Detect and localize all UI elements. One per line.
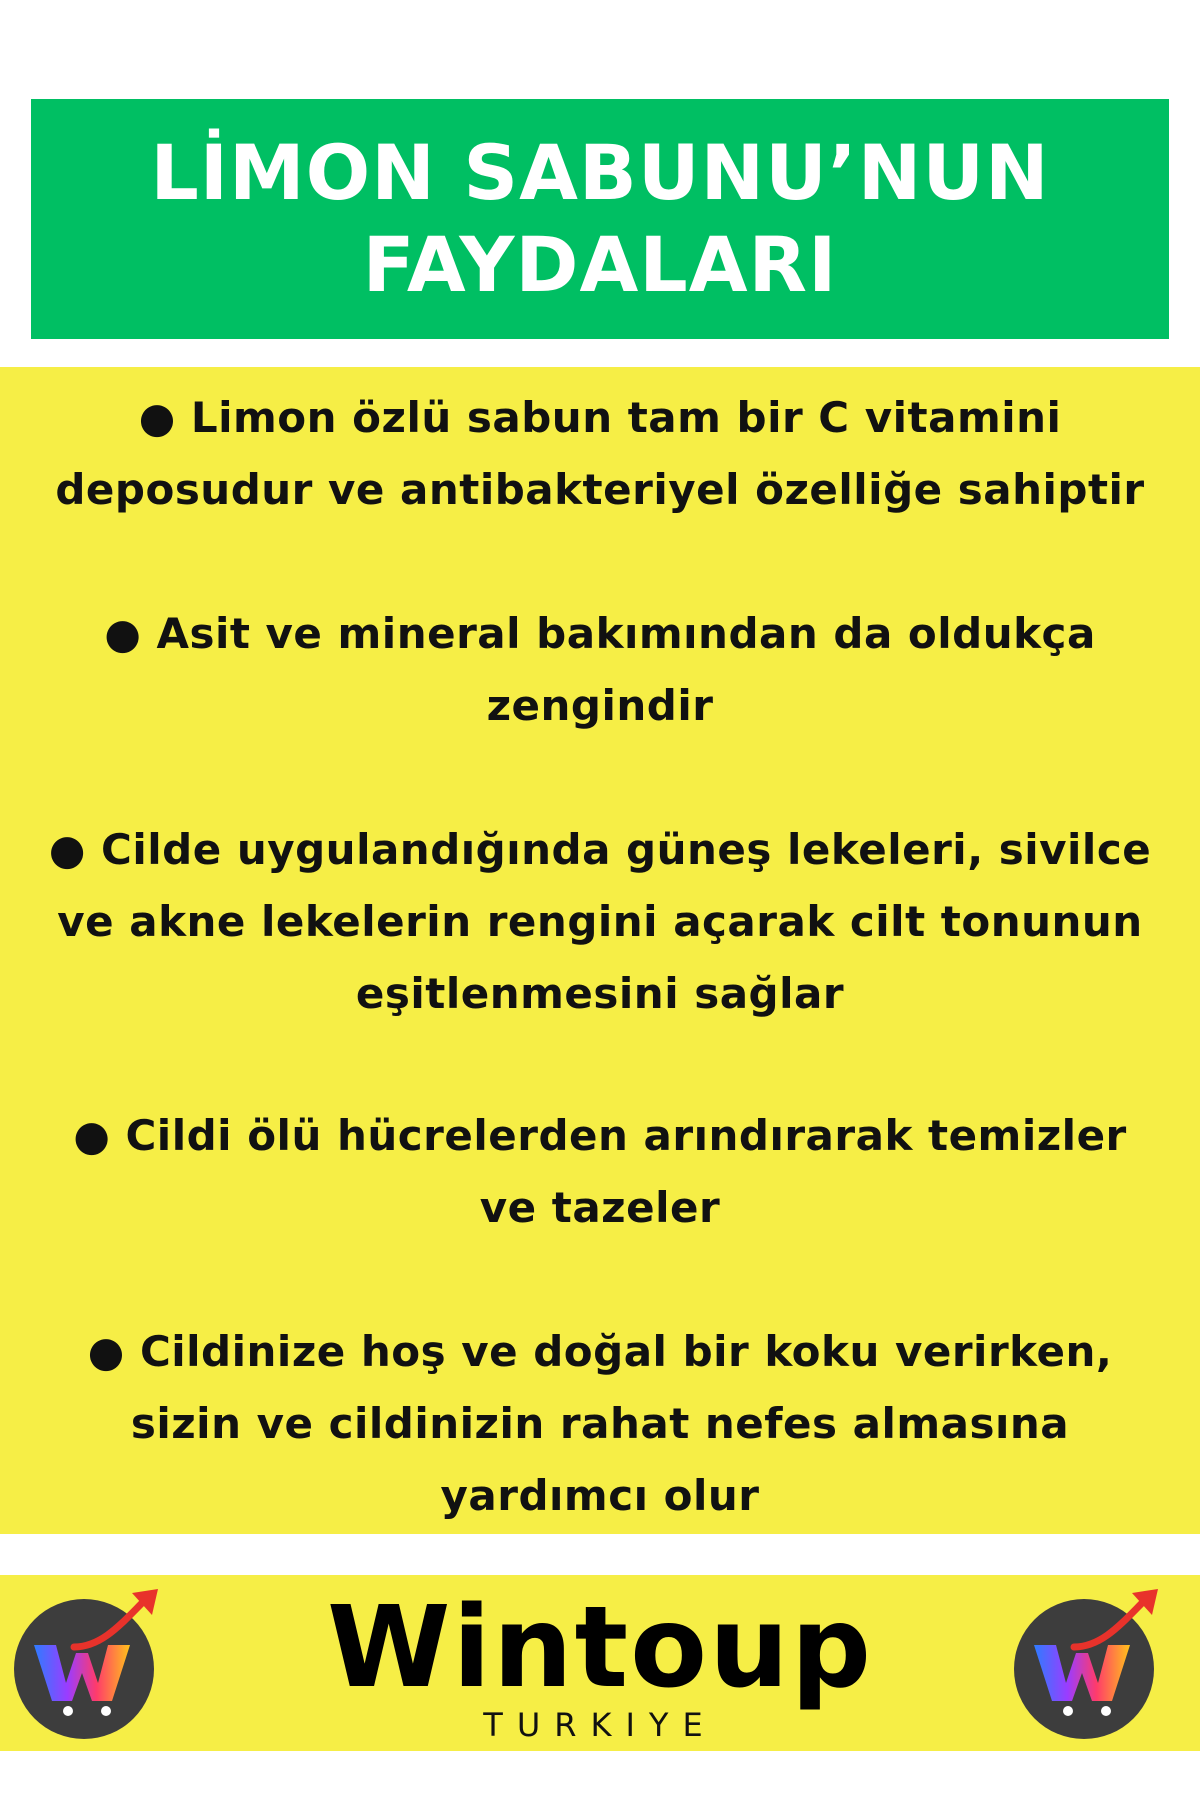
benefit-line: ● Asit ve mineral bakımından da oldukça — [104, 609, 1096, 658]
benefit-line: ● Cilde uygulandığında güneş lekeleri, sivilce — [48, 825, 1152, 874]
title-line-1: LİMON SABUNU’NUN — [150, 128, 1050, 217]
wintoup-logo-icon — [1012, 1583, 1170, 1741]
benefit-item — [0, 382, 1200, 526]
brand-subtitle: TURKIYE — [483, 1706, 717, 1744]
benefit-line: sizin ve cildinizin rahat nefes almasına — [130, 1399, 1070, 1448]
title-banner — [31, 99, 1169, 339]
title-line-2: FAYDALARI — [362, 220, 838, 309]
benefit-line: yardımcı olur — [440, 1471, 760, 1520]
benefit-line: ● Cildinize hoş ve doğal bir koku verirken, — [87, 1327, 1113, 1376]
benefit-line: ve tazeler — [479, 1183, 721, 1232]
benefit-line: zengindir — [486, 681, 714, 730]
benefit-line: ● Limon özlü sabun tam bir C vitamini — [138, 393, 1062, 442]
benefit-item — [0, 814, 1200, 1030]
benefit-line: deposudur ve antibakteriyel özelliğe sahiptir — [55, 465, 1145, 514]
benefit-line: eşitlenmesini sağlar — [355, 969, 845, 1018]
benefit-line: ve akne lekelerin rengini açarak cilt tonunun — [57, 897, 1143, 946]
benefit-item — [0, 1100, 1200, 1244]
footer-brand-bar — [0, 1575, 1200, 1751]
benefits-panel — [0, 367, 1200, 1534]
brand-name: Wintoup — [326, 1583, 874, 1713]
benefit-item — [0, 1316, 1200, 1532]
benefit-line: ● Cildi ölü hücrelerden arındırarak temizler — [73, 1111, 1127, 1160]
benefit-item — [0, 598, 1200, 742]
